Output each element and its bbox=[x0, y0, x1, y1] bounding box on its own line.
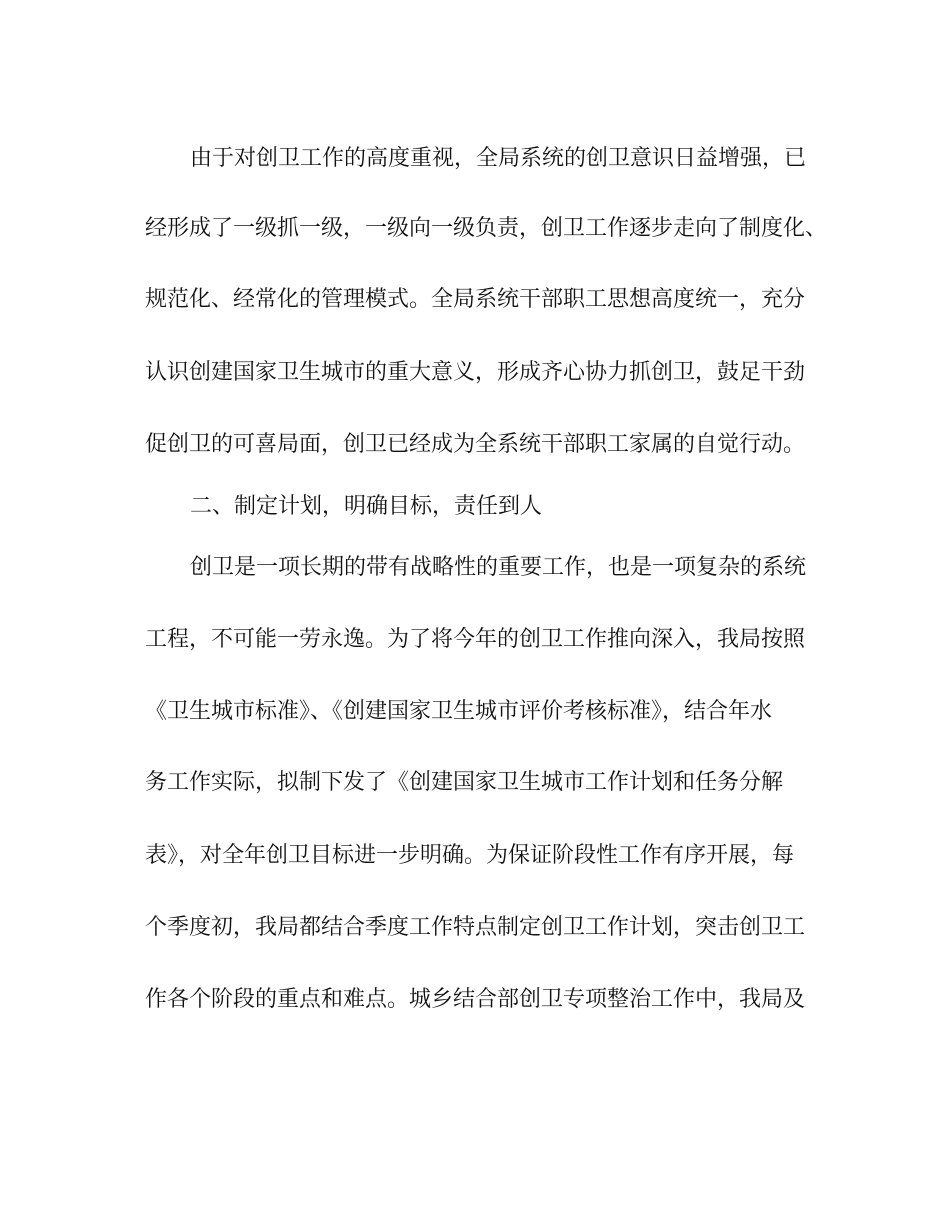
paragraph-line: 创卫是一项长期的带有战略性的重要工作，也是一项复杂的系统 bbox=[190, 555, 807, 580]
paragraph-line: 经形成了一级抓一级，一级向一级负责，创卫工作逐步走向了制度化、 bbox=[145, 216, 828, 241]
paragraph-line: 《卫生城市标准》、《创建国家卫生城市评价考核标准》，结合年水 bbox=[145, 699, 773, 724]
paragraph-line: 表》，对全年创卫目标进一步明确。为保证阶段性工作有序开展，每 bbox=[145, 843, 795, 868]
paragraph-line: 认识创建国家卫生城市的重大意义，形成齐心协力抓创卫，鼓足干劲 bbox=[145, 360, 806, 385]
paragraph-line: 务工作实际，拟制下发了《创建国家卫生城市工作计划和任务分解 bbox=[145, 770, 784, 795]
paragraph-line: 工程，不可能一劳永逸。为了将今年的创卫工作推向深入，我局按照 bbox=[145, 627, 806, 652]
section-heading: 二、制定计划，明确目标，责任到人 bbox=[190, 494, 543, 519]
paragraph-line: 规范化、经常化的管理模式。全局系统干部职工思想高度统一，充分 bbox=[145, 287, 806, 312]
paragraph-line: 由于对创卫工作的高度重视，全局系统的创卫意识日益增强，已 bbox=[190, 146, 807, 171]
paragraph-line: 促创卫的可喜局面，创卫已经成为全系统干部职工家属的自觉行动。 bbox=[145, 432, 806, 457]
paragraph-line: 作各个阶段的重点和难点。城乡结合部创卫专项整治工作中，我局及 bbox=[145, 987, 806, 1012]
paragraph-line: 个季度初，我局都结合季度工作特点制定创卫工作计划，突击创卫工 bbox=[145, 915, 806, 940]
